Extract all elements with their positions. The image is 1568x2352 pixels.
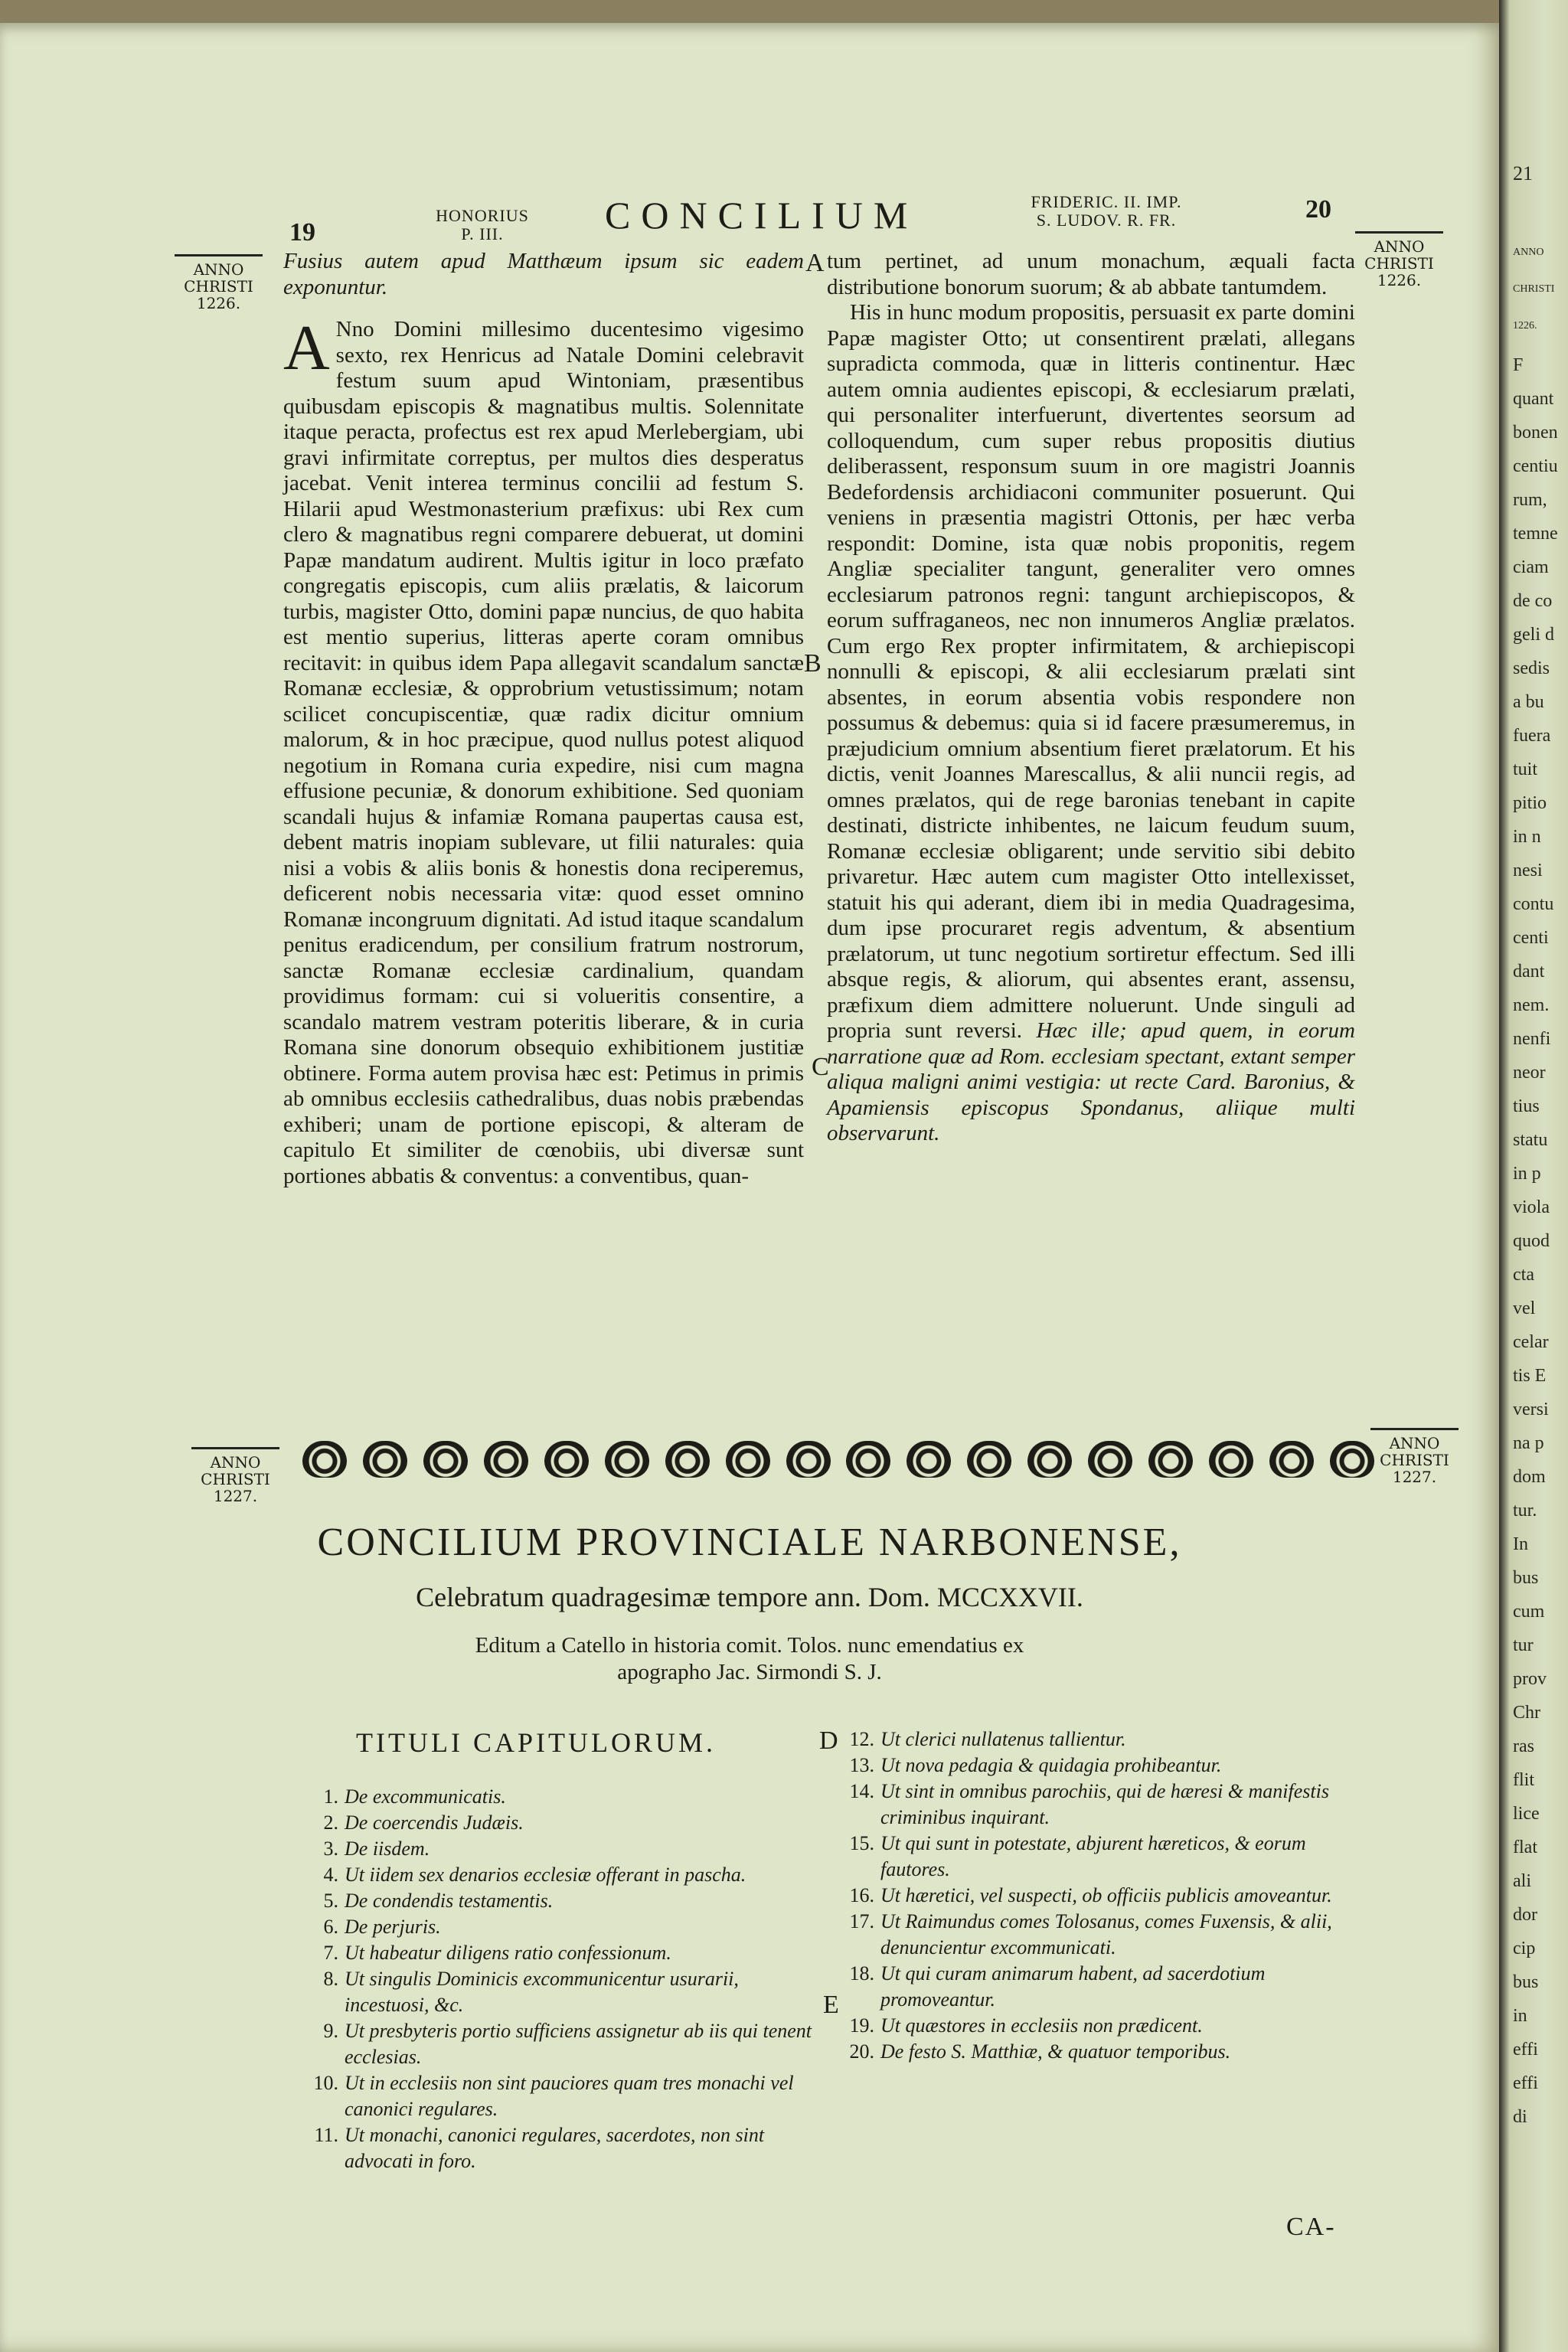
section-letter-c: C	[812, 1053, 829, 1081]
next-page-edge	[1499, 0, 1568, 2352]
margin-rule	[1355, 231, 1443, 234]
next-page-fragment: vel	[1513, 1298, 1536, 1318]
toc-item-number: 1.	[323, 1785, 338, 1808]
ornament-motif	[1330, 1441, 1374, 1478]
toc-item-number: 10.	[313, 2072, 338, 2094]
margin-year-note-right	[1355, 231, 1443, 289]
toc-item-text: Ut in ecclesiis non sint pauciores quam tres monachi vel canonici regulares.	[345, 2072, 794, 2120]
anno-label: ANNO	[1389, 1434, 1440, 1452]
anno-label: ANNO	[193, 260, 244, 279]
right-paragraph-1: tum pertinet, ad unum monachum, æquali facta distributione bonorum suorum; & ab abbate tantumdem.	[827, 249, 1355, 299]
next-page-fragment: effi	[1513, 2073, 1538, 2093]
toc-item-text: De coercendis Judæis.	[345, 1811, 524, 1834]
right-text-column	[827, 249, 1355, 1147]
next-page-fragment: celar	[1513, 1332, 1549, 1352]
next-page-fragment: na p	[1513, 1433, 1544, 1453]
margin-year-note-left	[175, 254, 263, 312]
page-number-right: 20	[1305, 195, 1331, 224]
next-page-fragment: de co	[1513, 591, 1553, 611]
ornament-motif	[967, 1441, 1011, 1478]
council-subtitle: Celebratum quadragesimæ tempore ann. Dom. MCCXXVII.	[416, 1582, 1083, 1612]
next-page-text-fragments	[1513, 348, 1558, 2134]
left-column-body	[283, 312, 804, 1189]
margin-rule	[175, 254, 263, 256]
right-paragraph-2	[827, 300, 1355, 1147]
next-page-fragment: prov	[1513, 1669, 1547, 1689]
next-page-fragment: viola	[1513, 1197, 1550, 1217]
running-head-left	[417, 207, 547, 243]
toc-item-text: Ut sint in omnibus parochiis, qui de hæresi & manifestis criminibus inquirant.	[880, 1780, 1329, 1828]
page-number-left: 19	[289, 218, 315, 247]
toc-item	[306, 1966, 827, 2018]
next-page-number: 21	[1513, 162, 1533, 185]
toc-item-number: 12.	[849, 1728, 874, 1750]
margin-rule	[1370, 1428, 1459, 1430]
section-letter-d: D	[819, 1726, 838, 1755]
next-page-fragment: rum,	[1513, 490, 1547, 510]
next-page-fragment: effi	[1513, 2040, 1538, 2060]
toc-item-text: Ut qui curam animarum habent, ad sacerdotium promoveantur.	[880, 1962, 1266, 2011]
next-page-fragment: quant	[1513, 389, 1554, 409]
edition-note-line-1: Editum a Catello in historia comit. Tolos. nunc emendatius ex	[475, 1633, 1024, 1658]
year-label: 1226.	[196, 294, 241, 312]
toc-item-number: 2.	[323, 1811, 338, 1834]
next-page-fragment: ras	[1513, 1736, 1534, 1756]
toc-item-number: 15.	[849, 1832, 874, 1854]
ornament-band	[302, 1436, 1374, 1483]
next-page-fragment: in	[1513, 2006, 1527, 2026]
ornament-motif	[605, 1441, 649, 1478]
toc-item	[842, 1779, 1370, 1831]
ornament-motif	[484, 1441, 528, 1478]
next-page-fragment: lice	[1513, 1804, 1540, 1824]
toc-item-number: 5.	[323, 1890, 338, 1912]
toc-right-list	[842, 1726, 1370, 2065]
toc-item-text: Ut nova pedagia & quidagia prohibeantur.	[880, 1754, 1222, 1776]
ornament-motif	[1027, 1441, 1072, 1478]
toc-item	[842, 1726, 1370, 1753]
toc-item-number: 18.	[849, 1962, 874, 1984]
toc-item-text: Ut Raimundus comes Tolosanus, comes Fuxensis, & alii, denuncientur excommunicati.	[880, 1910, 1332, 1958]
running-title: CONCILIUM	[605, 194, 919, 237]
toc-item-number: 6.	[323, 1916, 338, 1938]
next-page-fragment: pitio	[1513, 793, 1547, 813]
running-head-left-line: P. III.	[461, 224, 504, 243]
toc-item	[306, 1836, 827, 1862]
christi-label: CHRISTI	[1364, 254, 1434, 273]
ornament-motif	[846, 1441, 890, 1478]
next-page-fragment: Chr	[1513, 1703, 1540, 1723]
next-page-fragment: nenfi	[1513, 1029, 1551, 1049]
next-page-fragment: nesi	[1513, 861, 1543, 880]
toc-item	[842, 1883, 1370, 1909]
toc-item-number: 14.	[849, 1780, 874, 1802]
anno-label: ANNO	[210, 1453, 261, 1472]
ornament-motif	[1209, 1441, 1253, 1478]
council-title: CONCILIUM PROVINCIALE NARBONENSE,	[317, 1521, 1182, 1564]
ornament-motif	[726, 1441, 770, 1478]
ornament-motif	[906, 1441, 951, 1478]
next-page-fragment: fuera	[1513, 726, 1551, 746]
toc-item-text: Ut hæretici, vel suspecti, ob officiis publicis amoveantur.	[880, 1884, 1332, 1906]
next-page-margin-note	[1513, 222, 1554, 357]
next-page-fragment: flit	[1513, 1770, 1534, 1790]
christi-label: CHRISTI	[1513, 283, 1555, 295]
next-page-fragment: quod	[1513, 1231, 1550, 1251]
next-page-fragment: sedis	[1513, 658, 1550, 678]
toc-item	[842, 1961, 1370, 2013]
next-page-fragment: dom	[1513, 1467, 1546, 1487]
toc-item	[306, 2018, 827, 2070]
catchword: CA-	[1286, 2213, 1336, 2241]
toc-item	[842, 1831, 1370, 1883]
book-top-edge	[0, 0, 1499, 23]
toc-item-text: Ut qui sunt in potestate, abjurent hæreticos, & eorum fautores.	[880, 1832, 1306, 1880]
toc-item-number: 11.	[314, 2124, 338, 2146]
next-page-fragment: cip	[1513, 1939, 1536, 1958]
toc-item-number: 13.	[849, 1754, 874, 1776]
next-page-fragment: contu	[1513, 894, 1554, 914]
toc-item-text: De excommunicatis.	[345, 1785, 506, 1808]
next-page-fragment: bus	[1513, 1972, 1539, 1992]
next-page-fragment: neor	[1513, 1063, 1546, 1083]
next-page-fragment: in n	[1513, 827, 1541, 847]
next-page-fragment: tur.	[1513, 1501, 1537, 1521]
toc-item	[842, 1753, 1370, 1779]
toc-item-number: 9.	[323, 2020, 338, 2042]
ornament-motif	[665, 1441, 710, 1478]
year-label: 1226.	[1513, 320, 1537, 332]
anno-label: ANNO	[1513, 247, 1544, 258]
ornament-motif	[1148, 1441, 1193, 1478]
toc-item	[842, 2039, 1370, 2065]
next-page-fragment: tius	[1513, 1096, 1540, 1116]
running-head-right-line: FRIDERIC. II. IMP.	[1031, 192, 1182, 211]
toc-item-text: Ut presbyteris portio sufficiens assignetur ab iis qui tenent ecclesias.	[345, 2020, 812, 2068]
next-page-fragment: nem.	[1513, 995, 1550, 1015]
toc-item	[306, 2122, 827, 2174]
ornament-motif	[363, 1441, 407, 1478]
right-paragraph-2-text: His in hunc modum propositis, persuasit ex parte domini Papæ magister Otto; ut consentirent prælati, allegans supradicta commoda, quæ in litteris continentur. Hæc autem omnia audientes episcopi, & ecclesiarum prælati, qui personaliter interfuerunt, divertentes seorsum ad colloquendum, cum super rebus propositis diutius deliberassent, responsum suum in ore magistri Joannis Bedefordensis archidiaconi communiter posuerunt. Qui veniens in præsentia magistri Ottonis, per hæc verba respondit: Domine, ista quæ nobis proponitis, regem Angliæ specialiter tangunt, generaliter vero omnes ecclesiarum patronos regni: tangunt archiepiscopos, & eorum suffraganeos, nec non innumeros Angliæ prælatos. Cum ergo Rex propter infirmitatem, & archiepiscopi nonnulli & episcopi, & alii ecclesiarum prælati sint absentes, in eorum absentia vobis respondere non possumus & debemus: quia si id facere præsumeremus, in præjudicium omnium absentium fieret prælatorum. Et his dictis, venit Joannes Marescallus, & alii nuncii regis, ad omnes prælatos, qui de rege baronias tenebant in capite destinati, districte inhibentes, ne laicum feudum suum, Romanæ ecclesiæ obligarent; unde servitio sibi debito privaretur. Hæc autem cum magister Otto intellexisset, statuit his qui aderant, diem ibi in media Quadragesima, dum ipse procuraret regis adventum, & absentium prælatorum, ut tunc negotium sortiretur effectum. Sed illi absque regis, & aliorum, qui absentes erant, assensu, præfixum diem admittere noluerunt. Unde singuli ad propria sunt reversi.	[827, 300, 1355, 1043]
next-page-fragment: di	[1513, 2107, 1527, 2127]
section-letter-e: E	[823, 1991, 839, 2019]
toc-item-number: 4.	[323, 1864, 338, 1886]
christi-label: CHRISTI	[201, 1470, 270, 1488]
ornament-motif	[544, 1441, 589, 1478]
right-paragraph-2-note: Hæc ille; apud quem, in eorum narratione quæ ad Rom. ecclesiam spectant, extant semper aliqua maligni animi vestigia: ut recte Card. Baronius, & Apamiensis episcopus Spondanus, aliique multi observarunt.	[827, 1018, 1355, 1145]
toc-item-text: Ut habeatur diligens ratio confessionum.	[345, 1942, 671, 1964]
toc-item	[306, 2070, 827, 2122]
next-page-fragment: versi	[1513, 1400, 1549, 1419]
toc-item-number: 19.	[849, 2014, 874, 2037]
year-label: 1227.	[1392, 1468, 1437, 1486]
toc-item-text: De perjuris.	[345, 1916, 441, 1938]
running-head-left-line: HONORIUS	[436, 206, 529, 225]
toc-item-text: Ut clerici nullatenus tallientur.	[880, 1728, 1126, 1750]
ornament-motif	[1269, 1441, 1314, 1478]
running-head-right	[991, 193, 1221, 230]
toc-item-number: 7.	[323, 1942, 338, 1964]
next-page-fragment: a bu	[1513, 692, 1544, 712]
section-letter-a: A	[805, 249, 825, 277]
ornament-motif	[786, 1441, 831, 1478]
book-page	[0, 23, 1499, 2352]
next-page-fragment: tis E	[1513, 1366, 1547, 1386]
toc-item-number: 20.	[849, 2040, 874, 2063]
left-body-text: Nno Domini millesimo ducentesimo vigesimo sexto, rex Henricus ad Natale Domini celebravit festum suum apud Wintoniam, præsentibus quibusdam episcopis & magnatibus multis. Solennitate itaque peracta, profectus est rex apud Merlebergiam, ubi gravi infirmitate correptus, per multos dies desperatus jacebat. Venit interea terminus concilii ad festum S. Hilarii apud Westmonasterium præfixus: ubi Rex cum clero & magnatibus regni comparere debuerat, ut domini Papæ mandatum audirent. Multis igitur in loco præfato congregatis episcopis, cum aliis prælatis, & laicorum turbis, magister Otto, domini papæ nuncius, de quo habita est mentio superius, litteras aperte coram omnibus recitavit: in quibus idem Papa allegavit scandalum sanctæ Romanæ ecclesiæ, & opprobrium vetustissimum; notam scilicet concupiscentiæ, quæ radix dicitur omnium malorum, & in hoc præcipue, quod nullus potest aliquod negotium in Romana curia expedire, nisi cum magna effusione pecuniæ, & donorum exhibitione. Sed quoniam scandali hujus & infamiæ Romana paupertas causa est, debent matris inopiam sublevare, ut filii naturales: quia nisi a vobis & aliis bonis & honestis dona reciperemus, deficerent nobis necessaria vitæ: quod esset omnino Romanæ incongruum dignitati. Ad istud itaque scandalum penitus eradicendum, per consilium fratrum nostrorum, sanctæ Romanæ ecclesiæ cardinalium, quandam providimus formam: cui si volueritis consentire, a scandalo matrem vestram poteritis liberare, & in curia Romana sine donorum obsequio exhibitionem justitiæ obtinere. Forma autem provisa hæc est: Petimus in primis ab omnibus ecclesiis cathedralibus, duas nobis præbendas exhiberi; unam de portione episcopi, & alteram de capitulo Et similiter de cœnobiis, ubi diversæ sunt portiones abbatis & conventus: a conventibus, quan-	[283, 317, 804, 1188]
anno-label: ANNO	[1374, 237, 1425, 256]
toc-item	[306, 1810, 827, 1836]
next-page-fragment: cum	[1513, 1602, 1545, 1622]
drop-cap: A	[283, 312, 330, 384]
toc-item-number: 3.	[323, 1838, 338, 1860]
intro-line: Fusius autem apud Matthæum ipsum sic eadem exponuntur.	[283, 249, 804, 299]
year-label: 1227.	[213, 1487, 258, 1505]
next-page-fragment: in p	[1513, 1164, 1541, 1184]
next-page-fragment: geli d	[1513, 625, 1554, 645]
toc-item	[306, 1784, 827, 1810]
toc-item	[842, 2013, 1370, 2039]
toc-item-text: Ut singulis Dominicis excommunicentur usurarii, incestuosi, &c.	[345, 1968, 739, 2016]
toc-item	[306, 1862, 827, 1888]
next-page-fragment: dant	[1513, 962, 1545, 982]
next-page-fragment: bus	[1513, 1568, 1539, 1588]
ornament-motif	[423, 1441, 468, 1478]
toc-item-number: 8.	[323, 1968, 338, 1990]
toc-item	[306, 1940, 827, 1966]
section-letter-b: B	[804, 649, 822, 678]
christi-label: CHRISTI	[1380, 1451, 1449, 1469]
year-label: 1226.	[1377, 271, 1422, 289]
toc-item-number: 17.	[849, 1910, 874, 1932]
toc-item-text: Ut quæstores in ecclesiis non prædicent.	[880, 2014, 1203, 2037]
margin-rule	[191, 1447, 279, 1449]
next-page-fragment: flat	[1513, 1838, 1537, 1857]
next-page-fragment: centiu	[1513, 456, 1558, 476]
next-page-fragment: F	[1513, 355, 1524, 375]
margin-year-note-bottom-left	[191, 1447, 279, 1504]
margin-year-note-bottom-right	[1370, 1428, 1459, 1485]
next-page-fragment: bonen	[1513, 423, 1558, 443]
toc-item-number: 16.	[849, 1884, 874, 1906]
toc-item	[306, 1914, 827, 1940]
left-text-column	[283, 249, 804, 1189]
running-head-right-line: S. LUDOV. R. FR.	[1036, 211, 1177, 230]
edition-note-line-2: apographo Jac. Sirmondi S. J.	[617, 1660, 882, 1684]
ornament-motif	[302, 1441, 347, 1478]
next-page-fragment: statu	[1513, 1130, 1548, 1150]
toc-item-text: De condendis testamentis.	[345, 1890, 554, 1912]
ornament-motif	[1088, 1441, 1132, 1478]
toc-item	[306, 1888, 827, 1914]
next-page-fragment: tur	[1513, 1635, 1534, 1655]
next-page-fragment: dor	[1513, 1905, 1537, 1925]
next-page-fragment: temne	[1513, 524, 1558, 544]
next-page-fragment: centi	[1513, 928, 1549, 948]
next-page-fragment: tuit	[1513, 760, 1538, 779]
toc-item-text: Ut iidem sex denarios ecclesiæ offerant in pascha.	[345, 1864, 746, 1886]
next-page-fragment: ali	[1513, 1871, 1531, 1891]
toc-item-text: De iisdem.	[345, 1838, 430, 1860]
toc-item-text: De festo S. Matthiæ, & quatuor temporibus.	[880, 2040, 1231, 2063]
toc-heading: TITULI CAPITULORUM.	[356, 1727, 716, 1758]
toc-item-text: Ut monachi, canonici regulares, sacerdotes, non sint advocati in foro.	[345, 2124, 765, 2172]
next-page-fragment: In	[1513, 1534, 1528, 1554]
toc-item	[842, 1909, 1370, 1961]
toc-left-list	[306, 1784, 827, 2174]
next-page-fragment: cta	[1513, 1265, 1534, 1285]
christi-label: CHRISTI	[184, 277, 253, 296]
next-page-fragment: ciam	[1513, 557, 1549, 577]
